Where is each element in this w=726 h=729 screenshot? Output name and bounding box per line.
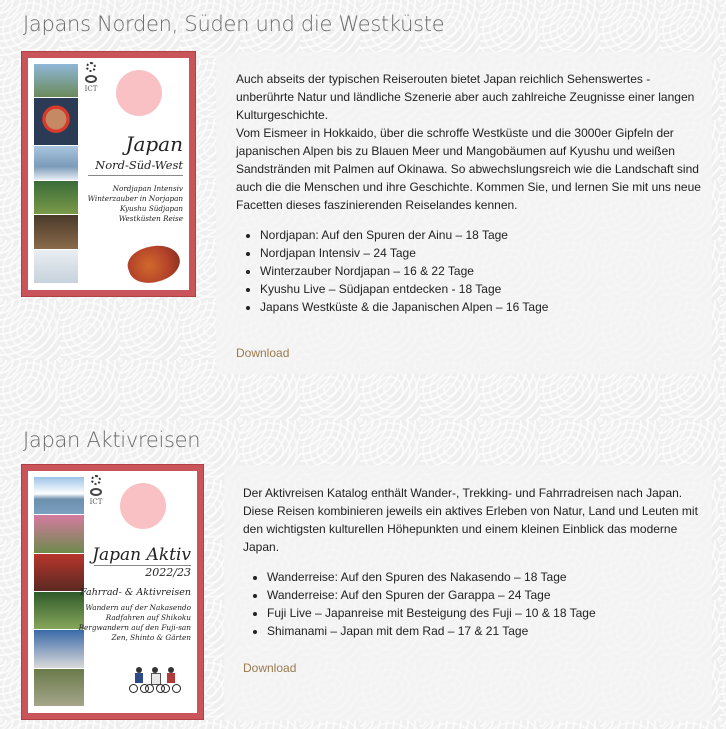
list-item: • Nordjapan Intensiv – 24 Tage — [260, 244, 702, 262]
intro-paragraph: Der Aktivreisen Katalog enthält Wander-, Trekking- und Fahrradreisen nach Japan. Diese Reisen kombinieren jeweils ein aktives Erleben von Natur, Land und Leuten mit den wichtigsten kulturellen Höhepunkten und einem kleinen Einblick das moderne Japan. — [243, 486, 698, 554]
tour-list — [243, 568, 703, 640]
cover-title: Japan Aktiv — [92, 545, 191, 565]
photo-strip — [34, 64, 78, 284]
download-link[interactable]: Download — [243, 661, 297, 675]
tour-list — [236, 226, 702, 316]
photo-strip — [34, 477, 84, 707]
list-item: • Fuji Live – Japanreise mit Besteigung des Fuji – 10 & 18 Tage — [267, 604, 703, 622]
cover-subtitle: Nord-Süd-West — [95, 158, 183, 172]
download-link[interactable]: Download — [236, 346, 290, 360]
company-logo: ICT — [83, 62, 99, 93]
list-item: • Shimanami – Japan mit dem Rad – 17 & 21 Tage — [267, 622, 703, 640]
section-title-north-south-west: Japans Norden, Süden und die Westküste — [23, 12, 445, 36]
list-item: • Wanderreise: Auf den Spuren der Garappa – 24 Tage — [267, 586, 703, 604]
section-title-active-tours: Japan Aktivreisen — [23, 428, 201, 452]
cyclists-graphic — [132, 667, 178, 695]
detail-paragraph: Vom Eismeer in Hokkaido, über die schroffe Westküste und die 3000er Gipfeln der japanischen Alpen bis zu Blauen Meer und Mangobäumen auf Kyushu und weißen Sandstränden mit Palmen auf Okinawa. So abwechslungsreich wie die Landschaft sind auch die die Menschen und ihre Geschichte. Kommen Sie, und lernen Sie mit uns neue Facetten dieses faszinierenden Reiselandes kennen. — [236, 126, 701, 212]
intro-paragraph: Auch abseits der typischen Reiserouten bietet Japan reichlich Sehenswertes - unberührte Natur und ländliche Szenerie aber auch zahlreiche Zeugnisse einer langen Kulturgeschichte. — [236, 72, 695, 122]
rising-sun-graphic — [116, 70, 162, 116]
rising-sun-graphic — [120, 483, 166, 529]
section1-description — [236, 70, 702, 316]
list-item: • Nordjapan: Auf den Spuren der Ainu – 18 Tage — [260, 226, 702, 244]
section2-description — [243, 484, 703, 640]
cover-tour-list: Nordjapan Intensiv Winterzauber in Norjapan Kyushu Südjapan Westküsten Reise — [87, 184, 183, 223]
catalog-cover-active-tours[interactable] — [22, 465, 203, 719]
list-item: • Kyushu Live – Südjapan entdecken - 18 Tage — [260, 280, 702, 298]
japan-map-graphic — [124, 239, 185, 289]
company-logo: ICT — [88, 475, 104, 506]
list-item: • Wanderreise: Auf den Spuren des Nakasendo – 18 Tage — [267, 568, 703, 586]
cover-year: 2022/23 — [145, 566, 191, 579]
catalog-cover-north-south-west[interactable] — [22, 52, 195, 296]
cover-title: Japan — [125, 132, 183, 156]
cover-tour-list: Wandern auf der Nakasendo Radfahren auf Shikoku Bergwandern auf den Fuji-san Zen, Shinto & Gärten — [78, 603, 191, 642]
list-item: • Winterzauber Nordjapan – 16 & 22 Tage — [260, 262, 702, 280]
cover-subtitle: Fahrrad- & Aktivreisen — [80, 587, 191, 598]
list-item: • Japans Westküste & die Japanischen Alpen – 16 Tage — [260, 298, 702, 316]
